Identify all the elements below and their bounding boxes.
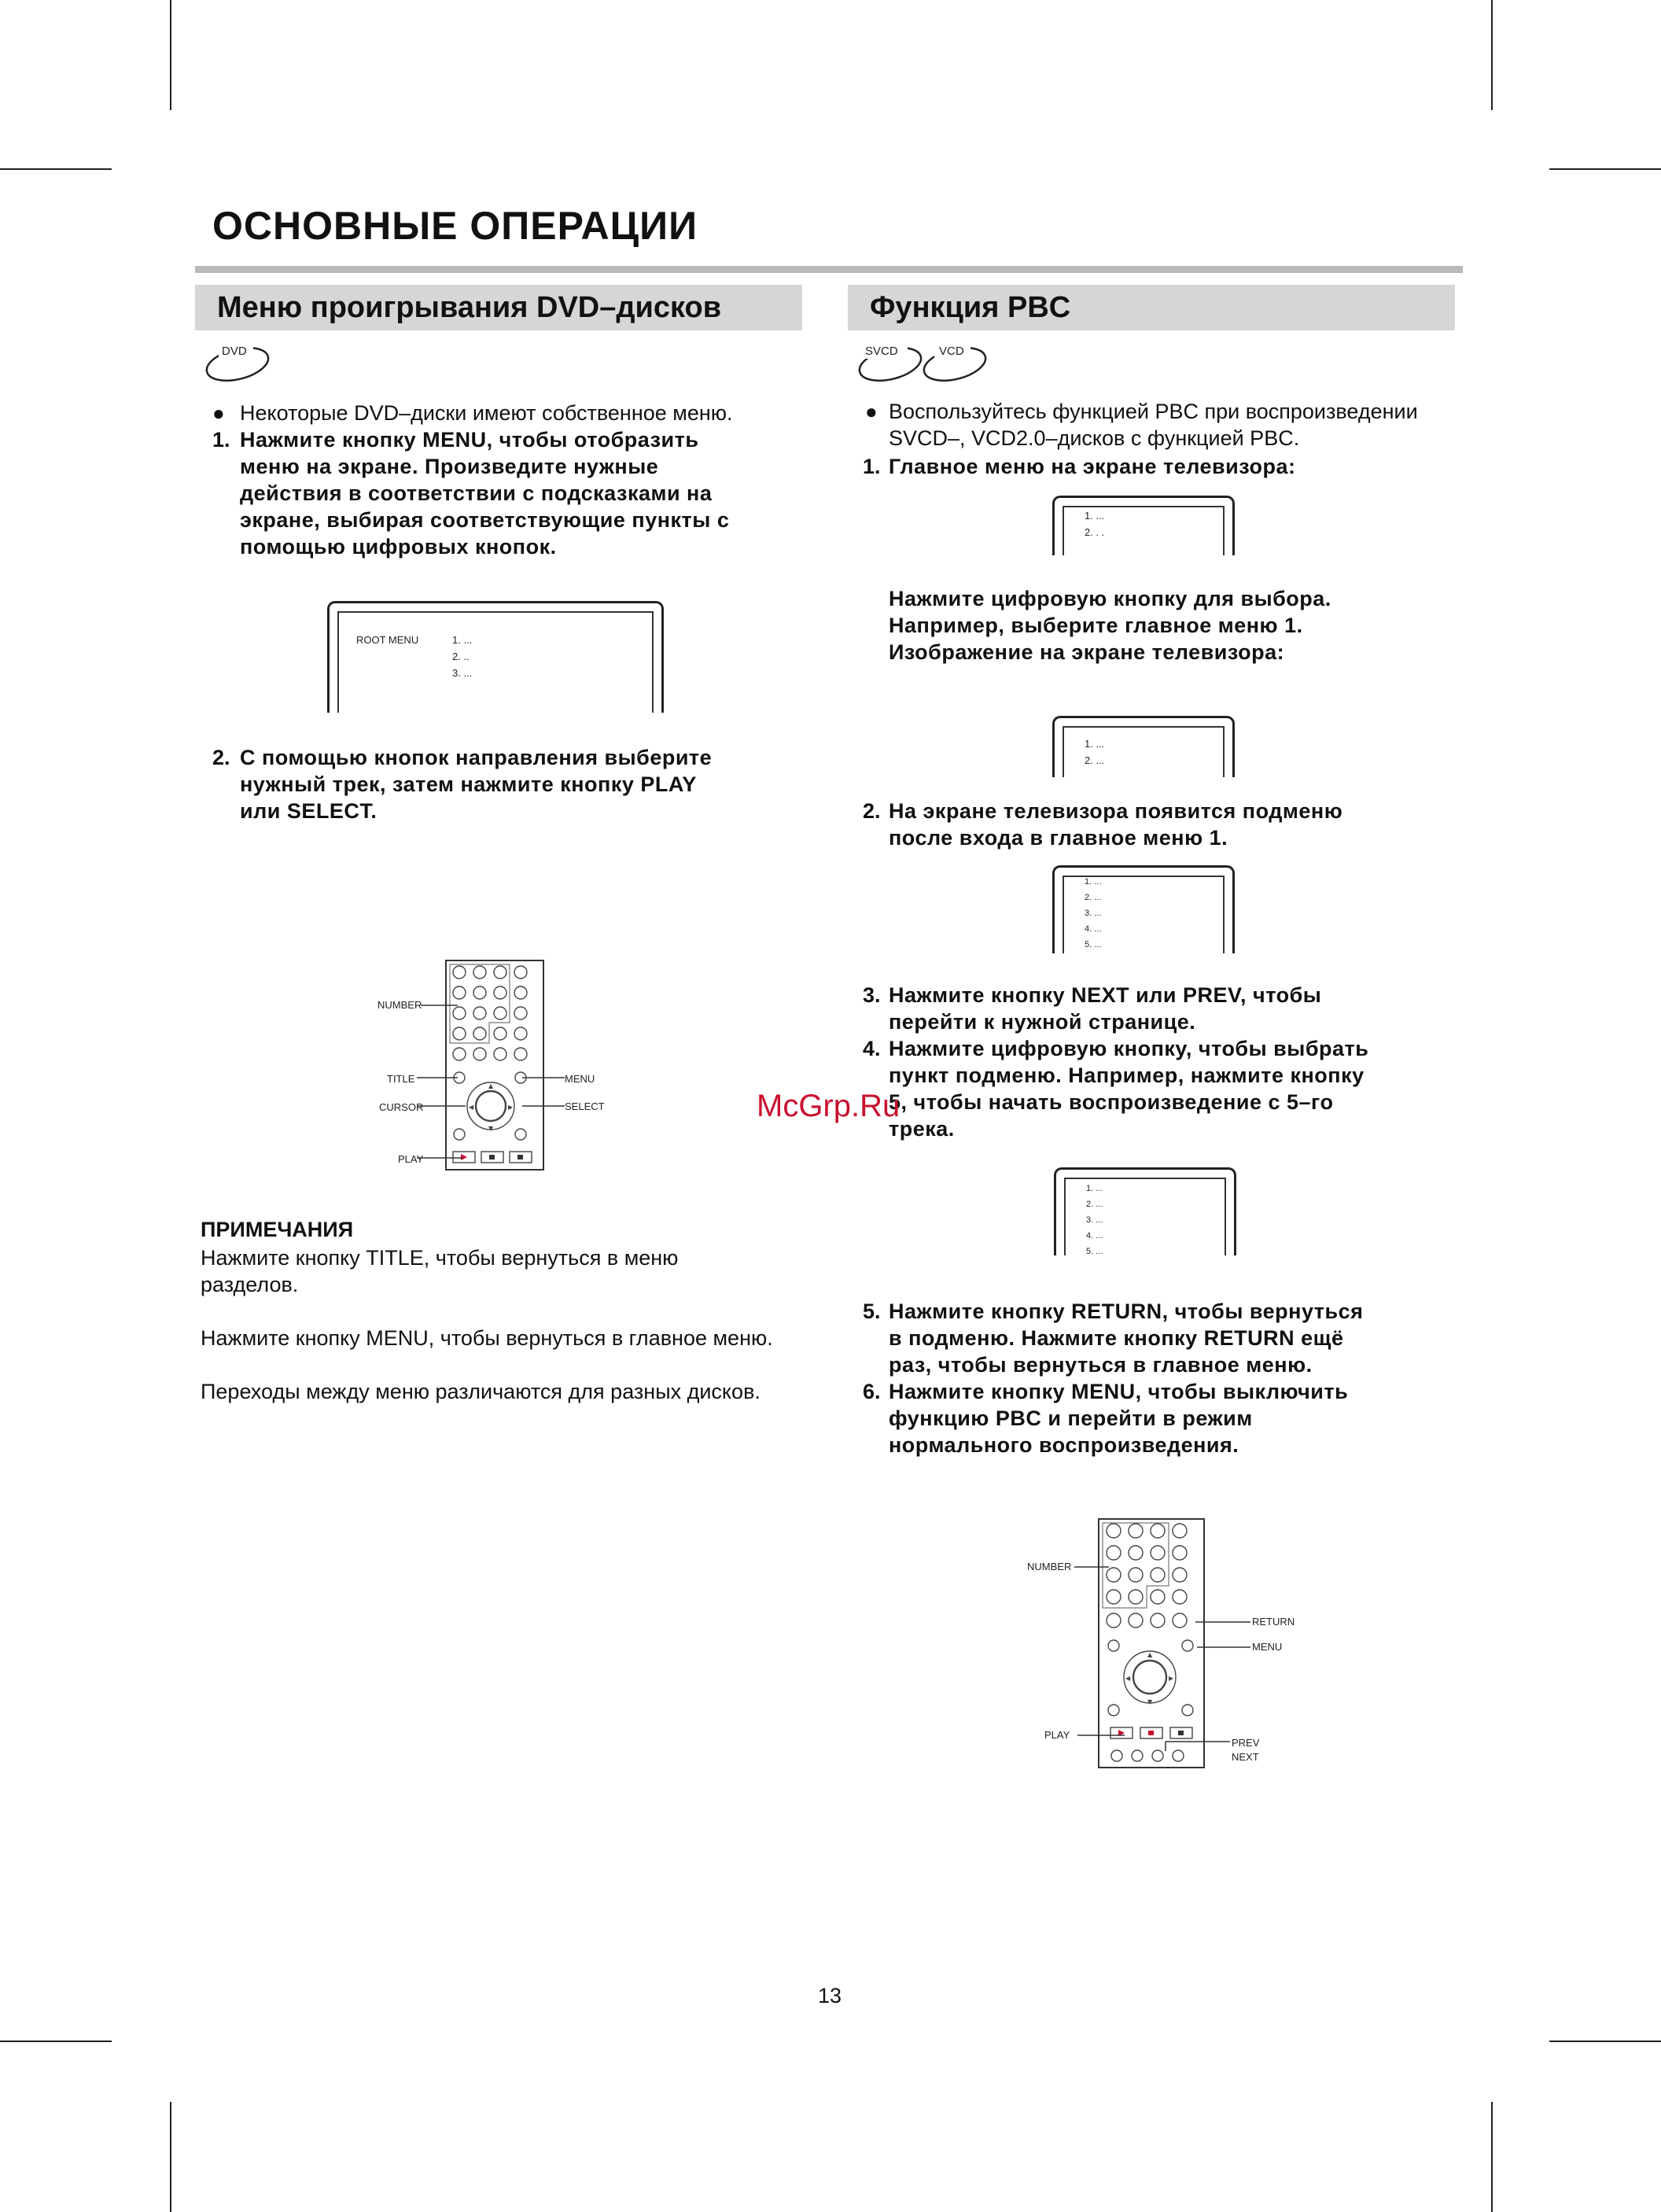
page-title: ОСНОВНЫЕ ОПЕРАЦИИ bbox=[212, 204, 698, 248]
remote-callout-lines bbox=[417, 999, 566, 1164]
section-heading-dvd-menu: Меню проигрывания DVD–дисков bbox=[195, 285, 802, 330]
note-line: Нажмите кнопку TITLE, чтобы вернуться в меню bbox=[201, 1246, 679, 1270]
svg-text:▶: ▶ bbox=[508, 1104, 514, 1111]
svcd-disc-badge bbox=[856, 340, 926, 384]
crop-mark bbox=[1549, 168, 1661, 170]
crop-mark bbox=[0, 2041, 112, 2042]
remote-label-play: PLAY bbox=[1044, 1729, 1070, 1741]
remote-label-next: NEXT bbox=[1232, 1751, 1259, 1763]
page-number: 13 bbox=[818, 1984, 842, 2007]
remote-label-menu: MENU bbox=[1252, 1641, 1283, 1653]
step-text: На экране телевизора появится подменю после входа в главное меню 1. bbox=[889, 799, 1343, 850]
step-number: 1. bbox=[863, 455, 881, 478]
svcd-badge-label: SVCD bbox=[865, 345, 898, 358]
section-heading-pbc: Функция PBC bbox=[848, 285, 1455, 330]
screen-item: 4. ... bbox=[1086, 1231, 1103, 1241]
svg-text:▲: ▲ bbox=[1147, 1651, 1153, 1658]
step-number: 5. bbox=[863, 1300, 881, 1323]
step-text: Нажмите цифровую кнопку, чтобы выбрать пункт подменю. Например, нажмите кнопку 5, чтобы начать воспроизведение с 5–го трека. bbox=[889, 1037, 1369, 1141]
crop-mark bbox=[1549, 2041, 1661, 2042]
screen-item: 3. ... bbox=[1086, 1215, 1103, 1225]
vcd-badge-label: VCD bbox=[939, 345, 964, 358]
note-line: Нажмите кнопку MENU, чтобы вернуться в главное меню. bbox=[201, 1326, 773, 1350]
remote-callout-lines-pbc bbox=[1070, 1558, 1258, 1762]
tv-screen-submenu bbox=[1052, 865, 1235, 953]
notes-heading: ПРИМЕЧАНИЯ bbox=[201, 1218, 354, 1241]
remote-label-title: TITLE bbox=[387, 1073, 415, 1085]
remote-label-return: RETURN bbox=[1252, 1616, 1295, 1628]
remote-label-menu: MENU bbox=[565, 1073, 595, 1085]
root-menu-items: 1. ... 2. .. 3. ... bbox=[452, 634, 473, 679]
step-number: 6. bbox=[863, 1380, 881, 1403]
step-number: 1. bbox=[212, 428, 230, 452]
screen-item: 1. ... bbox=[1086, 1184, 1103, 1193]
note-line: Переходы между меню различаются для разных дисков. bbox=[201, 1380, 761, 1403]
vcd-disc-badge bbox=[920, 340, 991, 384]
svg-text:◀: ◀ bbox=[1125, 1675, 1131, 1682]
screen-item: 1. ... bbox=[1085, 738, 1105, 750]
step-number: 3. bbox=[863, 983, 881, 1007]
screen-item: 2. ... bbox=[1085, 893, 1102, 902]
svg-text:▲: ▲ bbox=[488, 1082, 494, 1089]
crop-mark bbox=[1491, 0, 1493, 110]
step-text: Нажмите кнопку NEXT или PREV, чтобы перейти к нужной странице. bbox=[889, 983, 1322, 1034]
crop-mark bbox=[0, 168, 112, 170]
crop-mark bbox=[1491, 2102, 1493, 2212]
step-text: Главное меню на экране телевизора: bbox=[889, 455, 1296, 478]
step-text: Нажмите кнопку MENU, чтобы выключить функцию PBC и перейти в режим нормального воспроизведения. bbox=[889, 1380, 1349, 1457]
remote-label-prev: PREV bbox=[1232, 1737, 1260, 1749]
bullet-dot: ● bbox=[212, 401, 225, 425]
screen-item: 2. . . bbox=[1085, 526, 1105, 538]
dvd-intro-text: Некоторые DVD–диски имеют собственное меню. bbox=[240, 401, 733, 425]
dvd-disc-badge bbox=[203, 340, 274, 384]
step-text: Нажмите кнопку MENU, чтобы отобразить меню на экране. Произведите нужные действия в соответствии с подсказками на экране, выбирая соответствующие пункты с помощью цифровых кнопок. bbox=[240, 428, 730, 559]
note-line: разделов. bbox=[201, 1273, 299, 1296]
step-number: 2. bbox=[863, 799, 881, 823]
screen-item: 2. ... bbox=[1085, 754, 1105, 766]
screen-item: 1. ... bbox=[1085, 510, 1105, 522]
pbc-intro-text: Воспользуйтесь функцией PBC при воспроизведении SVCD–, VCD2.0–дисков с функцией PBC. bbox=[889, 400, 1418, 450]
screen-item: 3. ... bbox=[1085, 909, 1102, 918]
crop-mark bbox=[170, 0, 171, 110]
remote-label-cursor: CURSOR bbox=[379, 1101, 424, 1113]
remote-label-select: SELECT bbox=[565, 1100, 605, 1112]
screen-item: 1. ... bbox=[1085, 877, 1102, 887]
step-number: 2. bbox=[212, 746, 230, 769]
step-text: Нажмите кнопку RETURN, чтобы вернуться в подменю. Нажмите кнопку RETURN ещё раз, чтобы вернуться в главное меню. bbox=[889, 1300, 1364, 1377]
title-rule bbox=[195, 266, 1463, 273]
step-number: 4. bbox=[863, 1037, 881, 1060]
tv-screen-submenu-selected bbox=[1054, 1167, 1236, 1255]
tv-screen-root-menu bbox=[327, 601, 664, 713]
svg-text:▼: ▼ bbox=[1147, 1698, 1153, 1705]
svg-text:▼: ▼ bbox=[488, 1125, 494, 1132]
crop-mark bbox=[170, 2102, 171, 2212]
tv-screen-selected bbox=[1052, 716, 1235, 777]
screen-item: 2. ... bbox=[1086, 1200, 1103, 1209]
screen-item: 4. ... bbox=[1085, 924, 1102, 934]
bullet-dot: ● bbox=[865, 400, 878, 423]
watermark: McGrp.Ru bbox=[757, 1089, 900, 1123]
remote-label-number: NUMBER bbox=[1027, 1561, 1072, 1572]
screen-item: 5. ... bbox=[1085, 940, 1102, 949]
dvd-badge-label: DVD bbox=[222, 345, 247, 358]
pbc-instruction: Нажмите цифровую кнопку для выбора. Например, выберите главное меню 1. Изображение на экране телевизора: bbox=[889, 587, 1331, 664]
step-text: С помощью кнопок направления выберите нужный трек, затем нажмите кнопку PLAY или SELECT. bbox=[240, 746, 713, 823]
remote-label-play: PLAY bbox=[398, 1153, 424, 1165]
svg-text:◀: ◀ bbox=[469, 1104, 474, 1111]
root-menu-label: ROOT MENU bbox=[356, 634, 419, 646]
screen-item: 5. ... bbox=[1086, 1247, 1103, 1256]
svg-text:▶: ▶ bbox=[1169, 1675, 1174, 1682]
tv-screen-main-menu bbox=[1052, 496, 1235, 555]
remote-label-number: NUMBER bbox=[378, 999, 422, 1011]
